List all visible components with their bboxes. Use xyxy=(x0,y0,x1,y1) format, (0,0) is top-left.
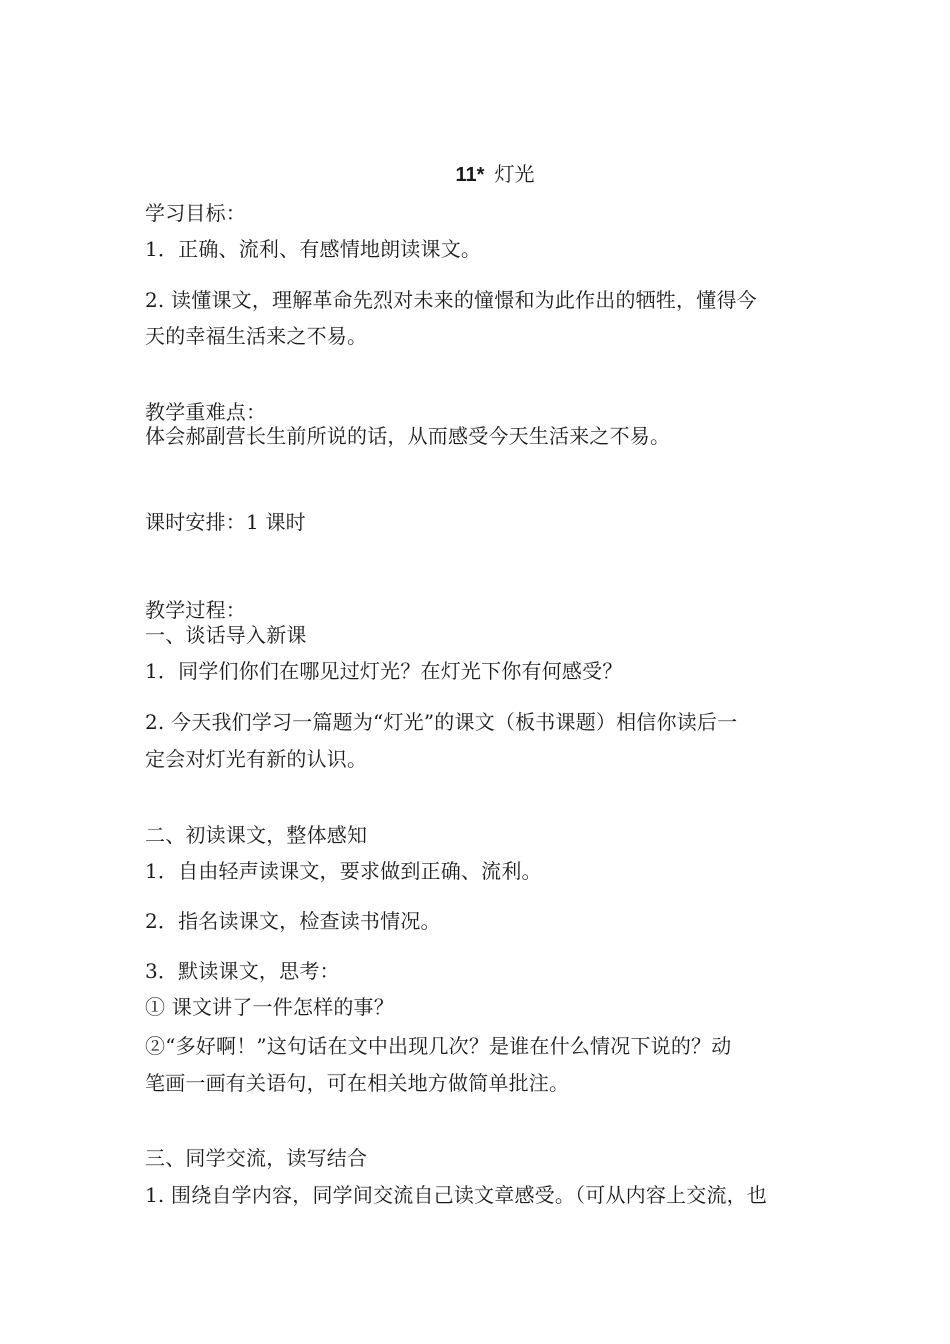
section-1-item-2-line-2: 定会对灯光有新的认识。 xyxy=(145,747,368,771)
key-points-text: 体会郝副营长生前所说的话，从而感受今天生活来之不易。 xyxy=(145,424,671,448)
page-title xyxy=(0,161,950,188)
process-heading: 教学过程： xyxy=(145,598,246,622)
lesson-number: 11* xyxy=(455,164,485,186)
section-1-item-2-line-1: 2. 今天我们学习一篇题为“灯光”的课文（板书课题）相信你读后一 xyxy=(145,710,738,734)
section-2-sub-item-2-line-1: ②“多好啊！”这句话在文中出现几次？是谁在什么情况下说的？动 xyxy=(145,1034,732,1058)
section-2-sub-item-1: ① 课文讲了一件怎样的事？ xyxy=(145,995,394,1019)
key-points-heading: 教学重难点： xyxy=(145,400,267,424)
section-1-item-1: 1．同学们你们在哪见过灯光？在灯光下你有何感受？ xyxy=(145,659,623,683)
objective-item-2-line-1: 2. 读懂课文，理解革命先烈对未来的憧憬和为此作出的牺牲，懂得今 xyxy=(145,288,757,312)
section-2-item-1: 1．自由轻声读课文，要求做到正确、流利。 xyxy=(145,859,542,883)
lesson-title: 灯光 xyxy=(494,162,535,186)
section-2-item-3: 3．默读课文，思考： xyxy=(145,959,340,983)
objectives-heading: 学习目标： xyxy=(145,201,246,225)
schedule-text: 课时安排：1 课时 xyxy=(145,510,306,534)
section-3-heading: 三、同学交流，读写结合 xyxy=(145,1146,368,1170)
section-2-sub-item-2-line-2: 笔画一画有关语句，可在相关地方做简单批注。 xyxy=(145,1071,570,1095)
section-2-heading: 二、初读课文，整体感知 xyxy=(145,823,368,847)
section-3-item-1: 1. 围绕自学内容，同学间交流自己读文章感受。（可从内容上交流，也 xyxy=(145,1183,768,1207)
section-2-item-2: 2．指名读课文，检查读书情况。 xyxy=(145,909,441,933)
objective-item-1: 1．正确、流利、有感情地朗读课文。 xyxy=(145,237,482,261)
objective-item-2-line-2: 天的幸福生活来之不易。 xyxy=(145,324,368,348)
section-1-heading: 一、谈话导入新课 xyxy=(145,623,307,647)
